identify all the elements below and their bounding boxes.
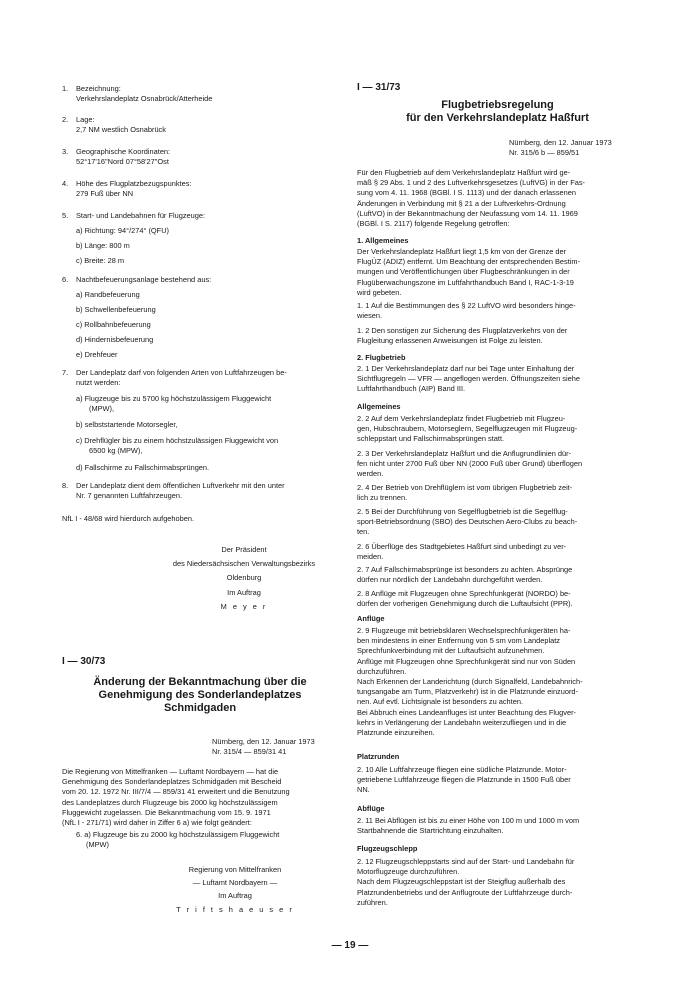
item-sub: b) selbststartende Motorsegler,: [76, 420, 178, 429]
heading-anfluege: Anflüge: [357, 614, 385, 623]
item-sub: c) Drehflügler bis zu einem höchstzulässigen Fluggewicht von: [76, 436, 279, 445]
text-line: ben mindestens in einer Entfernung von 5 sm vom Landeplatz: [357, 636, 560, 646]
item-text: Der Landeplatz dient dem öffentlichen Luftverkehr mit den unter: [76, 481, 285, 490]
date-30-73: [212, 737, 342, 757]
text-line: Sichtflugregeln — VFR — angeflogen werden. Öffnungszeiten siehe: [357, 374, 580, 384]
text-line: 2. 6 Überflüge des Stadtgebietes Haßfurt sind unbedingt zu ver-: [357, 542, 567, 551]
item-value: 52°17'16"Nord 07°58'27"Ost: [76, 157, 169, 166]
text-line: NN.: [357, 785, 370, 795]
text-line: Luftfahrthandbuch (AIP) Band III.: [357, 384, 466, 394]
item-sub: b) Länge: 800 m: [76, 241, 130, 250]
body-line: des Landeplatzes durch Flugzeuge bis 2000 kg höchstzulässigem: [62, 797, 278, 807]
section-1-text: [357, 247, 638, 298]
ref-line: Nr. 315/4 — 859/31 41: [212, 747, 287, 757]
text-line: 2. 9 Flugzeuge mit betriebsklaren Wechselsprechfunkgeräten ha-: [357, 626, 571, 635]
item-number: 4.: [62, 179, 69, 188]
signature-block-2: [160, 865, 310, 915]
text-line: 2. 11 Bei Abflügen ist bis zu einer Höhe von 100 m und 1000 m vom: [357, 816, 580, 825]
heading-allgemeines-1: 1. Allgemeines: [357, 236, 409, 245]
text-line: mungen und Veröffentlichungen über Flugbeschränkungen in der: [357, 267, 570, 277]
text-line: Anflüge mit Flugzeugen ohne Sprechfunkgerät sind nur von Süden: [357, 656, 576, 666]
item-label: Geographische Koordinaten:: [76, 147, 171, 156]
text-line: ten.: [357, 527, 370, 537]
text-line: Der Verkehrslandeplatz Haßfurt liegt 1,5 km von der Grenze der: [357, 247, 567, 256]
text-line: Nach Erkennen der Landerichtung (durch Signalfeld, Landebahnrich-: [357, 677, 583, 687]
text-line: meiden.: [357, 552, 384, 562]
item-text: nutzt werden:: [76, 378, 121, 387]
amendment-item: [76, 830, 338, 850]
paragraph-2-12: [357, 857, 638, 908]
heading-abfluege: Abflüge: [357, 804, 385, 813]
date-31-73: [509, 138, 639, 158]
text-line: 2. 7 Auf Fallschirmabsprünge ist besonders zu achten. Absprünge: [357, 565, 573, 574]
body-line: Genehmigung des Sonderlandeplatzes Schmidgaden mit Bescheid: [62, 777, 282, 787]
item-text: Nr. 7 genannten Luftfahrzeugen.: [76, 491, 183, 500]
section-title-31-73: [357, 99, 638, 125]
paragraph-1-2: [357, 326, 638, 346]
item-number: 7.: [62, 368, 69, 377]
text-line: Motorflugzeuge durchzuführen.: [357, 867, 460, 877]
item-number: 5.: [62, 211, 69, 220]
text-line: 2. 8 Anflüge mit Flugzeugen ohne Sprechfunkgerät (NORDO) be-: [357, 589, 571, 598]
item-sub: (MPW),: [89, 404, 115, 413]
item-sub: 6500 kg (MPW),: [89, 446, 143, 455]
text-line: wird gebeten.: [357, 287, 402, 297]
item-number: 8.: [62, 481, 69, 490]
heading-flugzeugschlepp: Flugzeugschlepp: [357, 844, 418, 853]
section-code-30-73: I — 30/73: [62, 656, 106, 667]
paragraph-2-7: [357, 565, 638, 585]
intro-line: mäß § 29 Abs. 1 und 2 des Luftverkehrsgesetzes (LuftVG) in der Fas-: [357, 178, 585, 188]
item-sub: a) Randbefeuerung: [76, 290, 140, 299]
paragraph-2-9: [357, 626, 638, 738]
signature-block-1: [144, 545, 344, 612]
title-line: Genehmigung des Sonderlandeplatzes: [98, 689, 302, 701]
item-number: 6.: [62, 275, 69, 284]
item-sub: c) Rollbahnbefeuerung: [76, 320, 151, 329]
item-text: Der Landeplatz darf von folgenden Arten von Luftfahrzeugen be-: [76, 368, 287, 377]
text-line: 1. 2 Den sonstigen zur Sicherung des Flugplatzverkehrs von der: [357, 326, 568, 335]
text-line: zuführen.: [357, 897, 388, 907]
text-line: 2. 4 Der Betrieb von Drehflüglern ist vom übrigen Flugbetrieb zeit-: [357, 483, 573, 492]
heading-flugbetrieb: 2. Flugbetrieb: [357, 353, 406, 362]
item-sub: d) Fallschirme zu Fallschirmabsprüngen.: [76, 463, 210, 472]
text-line: Bei Abbruch eines Landeanfluges ist unter Beachtung des Flugver-: [357, 707, 576, 717]
title-line: Schmidgaden: [163, 702, 237, 714]
text-line: 2. 10 Alle Luftfahrzeuge fliegen eine südliche Platzrunde. Motor-: [357, 765, 567, 774]
text-line: Flugleitung erlassenen Anweisungen ist Folge zu leisten.: [357, 336, 543, 346]
text-line: getriebene Luftfahrzeuge fliegen die Platzrunde in 1500 Fuß über: [357, 775, 571, 785]
paragraph-2-5: [357, 507, 638, 538]
text-line: sport-Betriebsordnung (SBO) des Deutschen Aero-Clubs zu beach-: [357, 517, 578, 527]
item-value: Verkehrslandeplatz Osnabrück/Atterheide: [76, 94, 213, 103]
item-sub: b) Schwellenbefeuerung: [76, 305, 156, 314]
intro-paragraph: [357, 168, 638, 229]
page-number: — 19 —: [331, 940, 369, 951]
intro-line: (LuftVO) in der Bekanntmachung der Neufassung vom 14. 11. 1969: [357, 208, 578, 218]
text-line: Nach dem Flugzeugschleppstart ist der Steigflug außerhalb des: [357, 877, 566, 887]
title-line: für den Verkehrslandeplatz Haßfurt: [406, 112, 589, 124]
text-line: dürfen der vorherigen Genehmigung durch die Luftaufsicht (PPR).: [357, 599, 573, 609]
paragraph-2-11: [357, 816, 638, 836]
body-line: (NfL I - 271/71) wird daher in Ziffer 6 a) wie folgt geändert:: [62, 818, 252, 828]
text-line: FlugÜZ (ADIZ) entfernt. Um Beachtung der entsprechenden Bestim-: [357, 257, 581, 267]
item-sub: c) Breite: 28 m: [76, 256, 125, 265]
paragraph-2-3: [357, 449, 638, 480]
item-label: Nachtbefeuerungsanlage bestehend aus:: [76, 275, 212, 284]
text-line: kehrs in Verlängerung der Landebahn weiterzufliegen und in die: [357, 717, 567, 727]
text-line: wiesen.: [357, 311, 383, 321]
body-line: Die Regierung von Mittelfranken — Luftamt Nordbayern — hat die: [62, 767, 279, 776]
heading-platzrunden: Platzrunden: [357, 752, 400, 761]
item-number: 3.: [62, 147, 69, 156]
sig-line: M e y e r: [220, 601, 268, 611]
text-line: 2. 1 Der Verkehrslandeplatz darf nur bei Tage unter Einhaltung der: [357, 364, 575, 373]
intro-line: (BGBl. I S. 2117) folgende Regelung getroffen:: [357, 219, 510, 229]
date-line: Nürnberg, den 12. Januar 1973: [212, 737, 315, 746]
amendment-line: (MPW): [86, 840, 109, 850]
intro-line: Änderungen in Verbindung mit § 21 a der Luftverkehrs-Ordnung: [357, 198, 566, 208]
sig-line: Im Auftrag: [227, 587, 261, 597]
sig-line: des Niedersächsischen Verwaltungsbezirks: [172, 559, 316, 569]
paragraph-2-1: [357, 364, 638, 395]
text-line: dürfen nur nördlich der Landebahn durchgeführt werden.: [357, 575, 543, 585]
text-line: Flugüberwachungszone im Luftfahrthandbuch Band I, RAC-1-3-19: [357, 277, 574, 287]
section-code-31-73: I — 31/73: [357, 82, 401, 93]
sig-line: Regierung von Mittelfranken: [188, 865, 282, 874]
paragraph-2-2: [357, 414, 638, 445]
date-line: Nürnberg, den 12. Januar 1973: [509, 138, 612, 147]
item-sub: e) Drehfeuer: [76, 350, 118, 359]
body-30-73: [62, 767, 338, 828]
item-number: 2.: [62, 115, 69, 124]
item-label: Lage:: [76, 115, 95, 124]
text-line: gen, Hubschraubern, Motorseglern, Segelflugzeugen mit Flugzeug-: [357, 424, 578, 434]
item-sub: d) Hindernisbefeuerung: [76, 335, 154, 344]
item-label: Höhe des Flugplatzbezugspunktes:: [76, 179, 192, 188]
text-line: Platzrunde einzureihen.: [357, 728, 435, 738]
item-label: Start- und Landebahnen für Flugzeuge:: [76, 211, 206, 220]
sig-line: T r i f t s h a e u s e r: [176, 904, 294, 914]
text-line: Platzrundenbetriebs und der Anflugroute der Luftfahrzeuge durch-: [357, 887, 573, 897]
heading-allgemeines-2: Allgemeines: [357, 402, 401, 411]
sig-line: — Luftamt Nordbayern —: [192, 878, 278, 888]
sig-line: Im Auftrag: [218, 891, 252, 901]
item-number: 1.: [62, 84, 69, 93]
text-line: 2. 3 Der Verkehrslandeplatz Haßfurt und die Anflugrundlinien dür-: [357, 449, 572, 458]
title-line: Flugbetriebsregelung: [441, 99, 554, 111]
section-title-30-73: [62, 676, 338, 715]
text-line: schleppstart und Fallschirmabsprüngen statt.: [357, 434, 505, 444]
text-line: lich zu trennen.: [357, 493, 408, 503]
text-line: 1. 1 Auf die Bestimmungen des § 22 LuftVO wird besonders hinge-: [357, 301, 576, 310]
text-line: 2. 12 Flugzeugschleppstarts sind auf der Start- und Landebahn für: [357, 857, 575, 866]
sig-line: Oldenburg: [226, 573, 262, 583]
text-line: nen. Auf evtl. Lichtsignale ist besonders zu achten.: [357, 697, 523, 707]
body-line: Fluggewicht zugelassen. Die Bekanntmachung vom 15. 9. 1971: [62, 807, 271, 817]
text-line: 2. 5 Bei der Durchführung von Segelflugbetrieb ist die Segelflug-: [357, 507, 568, 516]
paragraph-2-4: [357, 483, 638, 503]
intro-line: Für den Flugbetrieb auf dem Verkehrslandeplatz Haßfurt wird ge-: [357, 168, 571, 177]
item-value: 279 Fuß über NN: [76, 189, 134, 198]
text-line: 2. 2 Auf dem Verkehrslandeplatz findet Flugbetrieb mit Flugzeu-: [357, 414, 566, 423]
text-line: tungsangabe am Turm, Platzverkehr) ist in die Platzrunde einzuord-: [357, 687, 579, 697]
text-line: fen nicht unter 2700 Fuß über NN (2000 Fuß über Grund) überflogen: [357, 459, 583, 469]
paragraph-1-1: [357, 301, 638, 321]
text-line: Sprechfunkverbindung mit der Luftaufsicht aufzunehmen.: [357, 646, 545, 656]
title-line: Änderung der Bekanntmachung über die: [93, 676, 307, 688]
item-value: 2,7 NM westlich Osnabrück: [76, 125, 166, 134]
paragraph-2-6: [357, 542, 638, 562]
body-line: vom 20. 12. 1972 Nr. III/7/4 — 859/31 41 erweitert und die Benutzung: [62, 787, 290, 797]
item-label: Bezeichnung:: [76, 84, 121, 93]
intro-line: sung vom 4. 11. 1968 (BGBl. I S. 1113) und der danach erlassenen: [357, 188, 576, 198]
text-line: durchzuführen.: [357, 666, 407, 676]
amendment-line: 6. a) Flugzeuge bis zu 2000 kg höchstzulässigem Fluggewicht: [76, 830, 280, 839]
ref-line: Nr. 315/6 b — 859/51: [509, 148, 580, 158]
item-sub: a) Richtung: 94°/274° (QFU): [76, 226, 169, 235]
text-line: Startbahnende die Startrichtung einzuhalten.: [357, 826, 504, 836]
repeal-note: NfL I - 48/68 wird hierdurch aufgehoben.: [62, 514, 195, 523]
sig-line: Der Präsident: [221, 545, 267, 554]
text-line: werden.: [357, 469, 384, 479]
paragraph-2-8: [357, 589, 638, 609]
item-sub: a) Flugzeuge bis zu 5700 kg höchstzulässigem Fluggewicht: [76, 394, 272, 403]
paragraph-2-10: [357, 765, 638, 796]
